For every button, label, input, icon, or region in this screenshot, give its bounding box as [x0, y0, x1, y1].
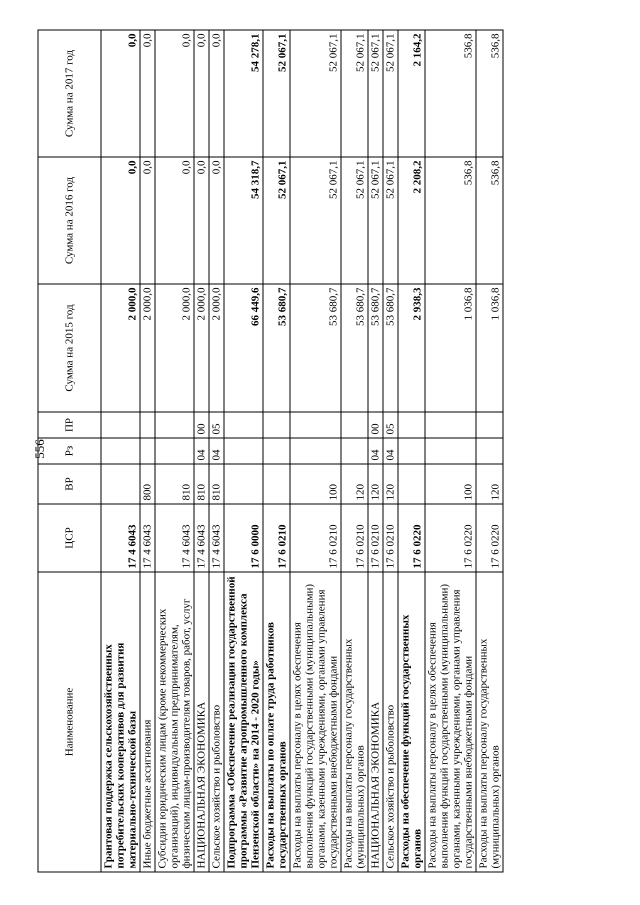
header-sum-2017: Сумма на 2017 год [38, 30, 101, 157]
table-row [194, 30, 209, 872]
cell-rz [290, 438, 341, 464]
rotated-page [38, 31, 603, 873]
cell-name: Расходы на выплаты персоналу в целях обеспечения выполнения функций государственными (муниципальными) органами, казенными учреждениями, органами управления государственными внебюджетными фондами [425, 572, 476, 872]
cell-name: Субсидии юридическим лицам (кроме некоммерческих организаций), индивидуальным предпринимателям, физическим лицам-производителям товаров, работ, услуг [155, 572, 194, 872]
cell-rz [155, 438, 194, 464]
table-row [476, 30, 503, 872]
cell-sum-2017: 2 164,2 [398, 30, 425, 157]
table-row [425, 30, 476, 872]
cell-sum-2017: 52 067,1 [341, 30, 368, 157]
table-row [341, 30, 368, 872]
header-rz: Рз [38, 438, 101, 464]
cell-vr [398, 464, 425, 504]
cell-name: Подпрограмма «Обеспечение реализации государственной программы «Развитие агропромышленного комплекса Пензенской области» на 2014 - 2020 годы» [224, 572, 263, 872]
cell-sum-2016: 54 318,7 [224, 157, 263, 284]
cell-sum-2016: 52 067,1 [383, 157, 398, 284]
cell-pr [425, 412, 476, 438]
header-pr: ПР [38, 412, 101, 438]
page-number: 556 [31, 439, 47, 459]
cell-rz [263, 438, 290, 464]
cell-pr [290, 412, 341, 438]
cell-rz [398, 438, 425, 464]
cell-vr: 120 [476, 464, 503, 504]
cell-sum-2015: 2 938,3 [398, 284, 425, 412]
cell-rz [425, 438, 476, 464]
cell-csr: 17 6 0220 [476, 504, 503, 572]
cell-sum-2017: 536,8 [425, 30, 476, 157]
cell-sum-2017: 0,0 [101, 30, 140, 157]
cell-vr: 810 [209, 464, 224, 504]
cell-name: Сельское хозяйство и рыболовство [209, 572, 224, 872]
cell-sum-2017: 52 067,1 [263, 30, 290, 157]
cell-sum-2016: 52 067,1 [368, 157, 383, 284]
cell-name: Расходы на выплаты по оплате труда работников государственных органов [263, 572, 290, 872]
cell-rz [476, 438, 503, 464]
cell-csr: 17 4 6043 [209, 504, 224, 572]
cell-name: Расходы на выплаты персоналу государственных (муниципальных) органов [476, 572, 503, 872]
cell-vr: 120 [341, 464, 368, 504]
cell-name: Грантовая поддержка сельскохозяйственных потребительских кооперативов для развития материально-технической базы [101, 572, 140, 872]
cell-sum-2015: 2 000,0 [140, 284, 155, 412]
cell-vr: 120 [383, 464, 398, 504]
table-body [101, 30, 503, 872]
cell-pr [224, 412, 263, 438]
cell-csr: 17 6 0210 [290, 504, 341, 572]
cell-name: НАЦИОНАЛЬНАЯ ЭКОНОМИКА [194, 572, 209, 872]
cell-csr: 17 6 0220 [425, 504, 476, 572]
cell-vr: 100 [425, 464, 476, 504]
cell-vr: 100 [290, 464, 341, 504]
cell-csr: 17 6 0220 [398, 504, 425, 572]
cell-pr [398, 412, 425, 438]
cell-sum-2015: 1 036,8 [476, 284, 503, 412]
cell-sum-2015: 53 680,7 [263, 284, 290, 412]
cell-sum-2016: 0,0 [101, 157, 140, 284]
cell-name: Расходы на выплаты персоналу государственных (муниципальных) органов [341, 572, 368, 872]
cell-sum-2015: 53 680,7 [383, 284, 398, 412]
cell-sum-2016: 536,8 [425, 157, 476, 284]
budget-table [38, 30, 504, 873]
cell-rz [140, 438, 155, 464]
cell-csr: 17 6 0000 [224, 504, 263, 572]
cell-sum-2015: 53 680,7 [368, 284, 383, 412]
cell-sum-2017: 0,0 [209, 30, 224, 157]
cell-vr: 810 [155, 464, 194, 504]
cell-sum-2017: 52 067,1 [368, 30, 383, 157]
cell-pr [263, 412, 290, 438]
cell-rz [341, 438, 368, 464]
table-row [263, 30, 290, 872]
cell-vr: 810 [194, 464, 209, 504]
cell-sum-2015: 2 000,0 [209, 284, 224, 412]
cell-sum-2016: 52 067,1 [290, 157, 341, 284]
cell-pr [140, 412, 155, 438]
cell-sum-2015: 66 449,6 [224, 284, 263, 412]
cell-sum-2017: 52 067,1 [290, 30, 341, 157]
header-csr: ЦСР [38, 504, 101, 572]
cell-name: НАЦИОНАЛЬНАЯ ЭКОНОМИКА [368, 572, 383, 872]
cell-rz: 04 [368, 438, 383, 464]
header-name: Наименование [38, 572, 101, 872]
cell-pr: 00 [194, 412, 209, 438]
header-row [38, 30, 101, 872]
table-row [398, 30, 425, 872]
cell-csr: 17 6 0210 [383, 504, 398, 572]
table-row [383, 30, 398, 872]
cell-csr: 17 4 6043 [155, 504, 194, 572]
cell-rz [101, 438, 140, 464]
cell-rz [224, 438, 263, 464]
cell-sum-2017: 0,0 [140, 30, 155, 157]
cell-name: Иные бюджетные ассигнования [140, 572, 155, 872]
header-sum-2016: Сумма на 2016 год [38, 157, 101, 284]
cell-vr [101, 464, 140, 504]
cell-pr [476, 412, 503, 438]
table-row [224, 30, 263, 872]
cell-sum-2017: 0,0 [194, 30, 209, 157]
cell-sum-2016: 0,0 [140, 157, 155, 284]
cell-vr [224, 464, 263, 504]
cell-sum-2015: 53 680,7 [341, 284, 368, 412]
table-row [368, 30, 383, 872]
cell-sum-2015: 2 000,0 [155, 284, 194, 412]
cell-sum-2016: 52 067,1 [263, 157, 290, 284]
cell-csr: 17 4 6043 [194, 504, 209, 572]
cell-sum-2016: 536,8 [476, 157, 503, 284]
cell-csr: 17 6 0210 [263, 504, 290, 572]
table-row [140, 30, 155, 872]
cell-name: Сельское хозяйство и рыболовство [383, 572, 398, 872]
table-row [101, 30, 140, 872]
table-row [290, 30, 341, 872]
cell-sum-2016: 0,0 [155, 157, 194, 284]
cell-rz: 04 [383, 438, 398, 464]
cell-pr: 05 [209, 412, 224, 438]
cell-pr [155, 412, 194, 438]
table-row [155, 30, 194, 872]
cell-sum-2017: 54 278,1 [224, 30, 263, 157]
cell-sum-2017: 52 067,1 [383, 30, 398, 157]
cell-sum-2016: 2 208,2 [398, 157, 425, 284]
cell-csr: 17 6 0210 [368, 504, 383, 572]
cell-sum-2015: 1 036,8 [425, 284, 476, 412]
cell-pr [341, 412, 368, 438]
cell-pr: 00 [368, 412, 383, 438]
header-vr: ВР [38, 464, 101, 504]
cell-pr [101, 412, 140, 438]
cell-vr [263, 464, 290, 504]
cell-rz: 04 [209, 438, 224, 464]
cell-sum-2016: 52 067,1 [341, 157, 368, 284]
cell-csr: 17 6 0210 [341, 504, 368, 572]
cell-pr: 05 [383, 412, 398, 438]
header-sum-2015: Сумма на 2015 год [38, 284, 101, 412]
cell-sum-2015: 2 000,0 [101, 284, 140, 412]
cell-name: Расходы на выплаты персоналу в целях обеспечения выполнения функций государственными (муниципальными) органами, казенными учреждениями, органами управления государственными внебюджетными фондами [290, 572, 341, 872]
cell-sum-2017: 0,0 [155, 30, 194, 157]
cell-name: Расходы на обеспечение функций государственных органов [398, 572, 425, 872]
cell-csr: 17 4 6043 [101, 504, 140, 572]
table-row [209, 30, 224, 872]
cell-sum-2016: 0,0 [209, 157, 224, 284]
cell-vr: 800 [140, 464, 155, 504]
cell-sum-2015: 53 680,7 [290, 284, 341, 412]
cell-rz: 04 [194, 438, 209, 464]
cell-vr: 120 [368, 464, 383, 504]
cell-sum-2015: 2 000,0 [194, 284, 209, 412]
cell-csr: 17 4 6043 [140, 504, 155, 572]
cell-sum-2016: 0,0 [194, 157, 209, 284]
cell-sum-2017: 536,8 [476, 30, 503, 157]
